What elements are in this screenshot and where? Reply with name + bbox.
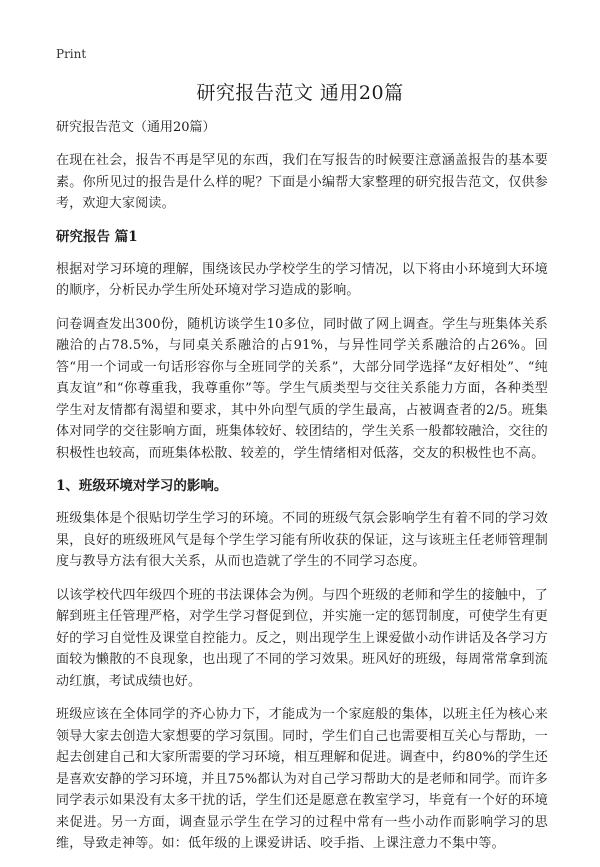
intro-paragraph: 在现在社会，报告不再是罕见的东西，我们在写报告的时候要注意涵盖报告的基本要素。你所见过的报告是什么样的呢？下面是小编帮大家整理的研究报告范文，仅供参考，欢迎大家阅读。	[56, 153, 548, 211]
section-paragraph: 根据对学习环境的理解，围绕该民办学校学生的学习情况，以下将由小环境到大环境的顺序，分析民办学生所处环境对学习造成的影响。	[56, 261, 548, 298]
document-title: 研究报告范文 通用20篇	[196, 82, 404, 104]
document-body	[56, 118, 548, 867]
document-subtitle: 研究报告范文（通用20篇）	[56, 120, 216, 135]
section-heading: 研究报告 篇1	[56, 228, 138, 245]
subsection-heading: 1、班级环境对学习的影响。	[56, 478, 228, 494]
survey-paragraph: 问卷调查发出300份，随机访谈学生10多位，同时做了网上调查。学生与班集体关系融洽的占78.5%，与同桌关系融洽的占91%，与异性同学关系融洽的占26%。回答“用一个词或一句话形容你与全班同学的关系”，大部分同学选择“友好相处”、“纯真友谊”和“你尊重我，我尊重你”等。学生气质类型与交往关系能力方面，各种类型学生对友情都有渴望和要求，其中外向型气质的学生最高，占被调查者的2/5。班集体对同学的交往影响方面，班集体较好、较团结的，学生关系一般都较融洽，交往的积极性也较高，而班集体松散、较差的，学生情绪相对低落，交友的积极性也不高。	[56, 316, 548, 461]
calligraphy-example-paragraph: 以该学校代四年级四个班的书法课体会为例。与四个班级的老师和学生的接触中，了解到班主任管理严格，对学生学习督促到位，并实施一定的惩罚制度，可使学生有更好的学习自觉性及课堂自控能力。反之，则出现学生上课爱做小动作讲话及各学习方面较为懒散的不良现象，也出现了不同的学习效果。班风好的班级，每周常常拿到流动红旗，考试成绩也好。	[56, 587, 548, 689]
class-environment-paragraph: 班级集体是个很贴切学生学习的环境。不同的班级气氛会影响学生有着不同的学习效果，良好的班级班风气是每个学生学习能有所收获的保证，这与该班主任老师管理制度与教导方法有很大关系，从而也造就了学生的不同学习态度。	[56, 511, 548, 569]
print-link[interactable]: Print	[56, 47, 87, 61]
collective-paragraph: 班级应该在全体同学的齐心协力下，才能成为一个家庭般的集体，以班主任为核心来领导大家去创造大家想要的学习氛围。同时，学生们自己也需要相互关心与帮助，一起去创建自己和大家所需要的学习环境，相互理解和促进。调查中，约80%的学生还是喜欢安静的学习环境，并且75%都认为对自己学习帮助大的是老师和同学。而许多同学表示如果没有太多干扰的话，学生们还是愿意在教室学习，毕竟有一个好的环境来促进。另一方面，调查显示学生在学习的过程中常有一些小动作而影响学习的思维，导致走神等。如：低年级的上课爱讲话、咬手指、上课注意力不集中等。	[56, 707, 548, 851]
